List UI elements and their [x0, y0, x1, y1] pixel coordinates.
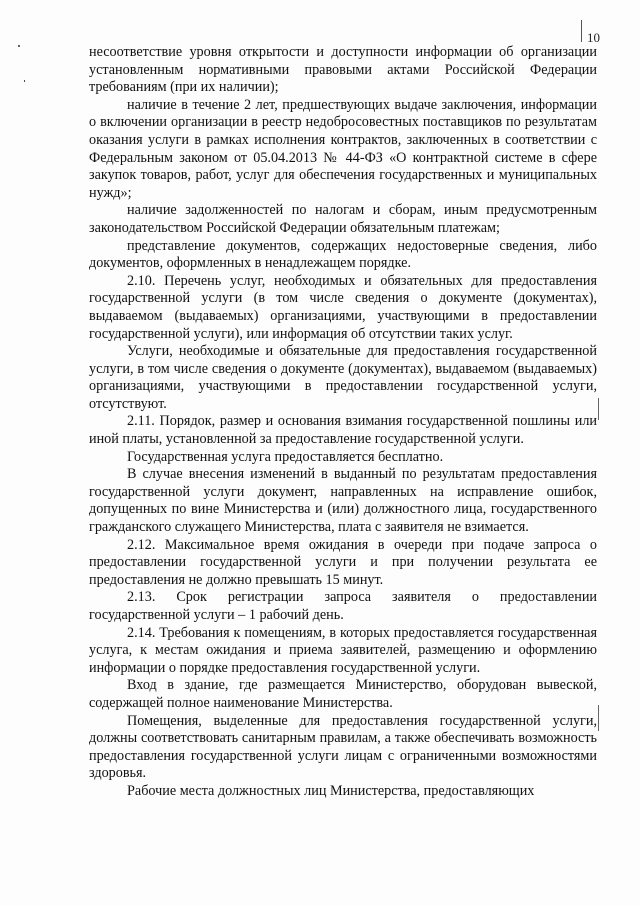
- paragraph: несоответствие уровня открытости и доступности информации об организации установленным нормативными правовыми актами Российской Федерации требованиям (при их наличии);: [89, 44, 597, 96]
- scan-speck: [24, 80, 25, 82]
- page-number: 10: [587, 30, 600, 45]
- scan-mark: [598, 705, 599, 731]
- paragraph: В случае внесения изменений в выданный по результатам предоставления государственной услуги документ, направленных на исправление ошибок, допущенных по вине Министерства и (или) должностного лица, государственного гражданского служащего Министерства, плата с заявителя не взимается.: [89, 466, 597, 536]
- section-paragraph: 2.12. Максимальное время ожидания в очереди при подаче запроса о предоставлении государственной услуги и при получении результата ее предоставления не должно превышать 15 минут.: [89, 536, 597, 588]
- section-paragraph: 2.10. Перечень услуг, необходимых и обязательных для предоставления государственной услуги (в том числе сведения о документе (документах), выдаваемом (выдаваемых) организациями, участвующими в предоставлении государственной услуги), или информация об отсутствии таких услуг.: [89, 272, 597, 342]
- paragraph: представление документов, содержащих недостоверные сведения, либо документов, оформленных в ненадлежащем порядке.: [89, 237, 597, 272]
- scan-mark: [581, 20, 582, 42]
- paragraph: наличие в течение 2 лет, предшествующих выдаче заключения, информации о включении организации в реестр недобросовестных поставщиков по результатам оказания услуги в рамках исполнения контрактов, заключенных в соответствии с Федеральным законом от 05.04.2013 № 44-ФЗ «О контрактной системе в сфере закупок товаров, работ, услуг для обеспечения государственных и муниципальных нужд»;: [89, 96, 597, 201]
- document-body: [89, 44, 597, 801]
- section-paragraph: 2.14. Требования к помещениям, в которых предоставляется государственная услуга, к местам ожидания и приема заявителей, размещению и оформлению информации о порядке предоставления государственной услуги.: [89, 624, 597, 676]
- section-paragraph: 2.11. Порядок, размер и основания взимания государственной пошлины или иной платы, установленной за предоставление государственной услуги.: [89, 413, 597, 448]
- paragraph: Рабочие места должностных лиц Министерства, предоставляющих: [127, 782, 535, 799]
- paragraph: Помещения, выделенные для предоставления государственной услуги, должны соответствовать санитарным правилам, а также обеспечивать возможность предоставления государственной услуги лицам с ограниченными возможностями здоровья.: [89, 712, 597, 782]
- paragraph: наличие задолженностей по налогам и сборам, иным предусмотренным законодательством Российской Федерации обязательным платежам;: [89, 202, 597, 236]
- scan-speck: [18, 45, 20, 47]
- section-paragraph: 2.13. Срок регистрации запроса заявителя о предоставлении государственной услуги – 1 рабочий день.: [89, 589, 597, 623]
- paragraph: Вход в здание, где размещается Министерство, оборудован вывеской, содержащей полное наименование Министерства.: [89, 677, 597, 711]
- scan-mark: [598, 398, 599, 420]
- paragraph: Услуги, необходимые и обязательные для предоставления государственной услуги, в том числе сведения о документе (документах), выдаваемом (выдаваемых) организациями, участвующими в предоставлении государственной услуги, отсутствуют.: [89, 343, 597, 412]
- paragraph: Государственная услуга предоставляется бесплатно.: [127, 448, 444, 465]
